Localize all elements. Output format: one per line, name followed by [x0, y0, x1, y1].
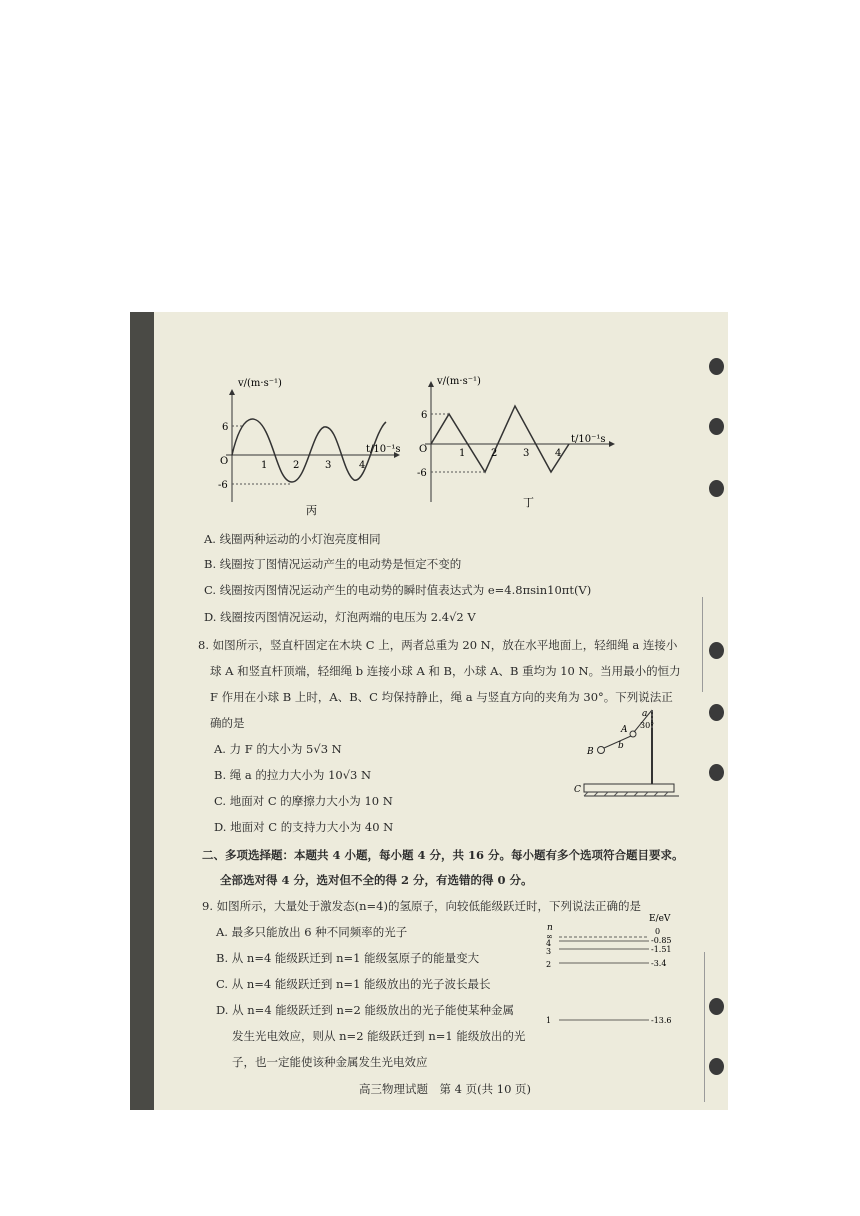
exam-page	[154, 312, 728, 1110]
q8-option-d: D. 地面对 C 的支持力大小为 40 N	[214, 820, 394, 834]
q9-option-a: A. 最多只能放出 6 种不同频率的光子	[216, 925, 408, 939]
binder-hole	[709, 642, 724, 659]
level-energy: 0	[655, 927, 661, 936]
margin-line	[702, 597, 703, 692]
q8-option-c: C. 地面对 C 的摩擦力大小为 10 N	[214, 794, 393, 808]
origin-label: O	[419, 444, 428, 455]
graph-bing	[214, 372, 404, 522]
y-axis-label: v/(m·s⁻¹)	[238, 378, 282, 389]
x-tick: 2	[491, 448, 498, 459]
graph-caption: 丙	[306, 504, 317, 517]
scanned-photo	[130, 312, 728, 1110]
q8-stem-line: 确的是	[210, 716, 245, 730]
binder-hole	[709, 358, 724, 375]
x-tick: 4	[359, 460, 366, 471]
q8-stem-line: 球 A 和竖直杆顶端，轻细绳 b 连接小球 A 和 B，小球 A、B 重均为 10 N。当用最小的恒力	[210, 664, 681, 678]
origin-label: O	[220, 456, 229, 467]
rope-a-label: a	[642, 709, 648, 719]
margin-line	[704, 952, 705, 1102]
y-tick: 6	[222, 422, 229, 433]
q9-option-c: C. 从 n=4 能级跃迁到 n=1 能级放出的光子波长最长	[216, 977, 491, 991]
level-n: 2	[546, 960, 552, 969]
binder-hole	[709, 480, 724, 497]
sine-curve	[232, 419, 386, 482]
q7-option-d: D. 线圈按丙图情况运动，灯泡两端的电压为 2.4√2 V	[204, 610, 476, 624]
binder-hole	[709, 704, 724, 721]
y-tick: 6	[421, 410, 428, 421]
x-tick: 3	[523, 448, 530, 459]
graph-caption: 丁	[523, 496, 534, 509]
page-footer: 高三物理试题 第 4 页(共 10 页)	[359, 1082, 532, 1096]
ball-b-label: B	[587, 747, 594, 757]
x-axis-label: t/10⁻¹s	[571, 434, 606, 445]
level-n: 3	[546, 947, 552, 956]
q9-option-d: D. 从 n=4 能级跃迁到 n=2 能级放出的光子能使某种金属	[216, 1003, 514, 1017]
level-n: 1	[546, 1016, 552, 1025]
q8-option-a: A. 力 F 的大小为 5√3 N	[214, 742, 342, 756]
level-energy: -13.6	[651, 1016, 672, 1025]
level-energy: -0.85	[651, 936, 672, 945]
y-axis-label: v/(m·s⁻¹)	[437, 376, 481, 387]
level-energy: -1.51	[651, 945, 672, 954]
ball-a-label: A	[621, 725, 628, 735]
x-tick: 4	[555, 448, 562, 459]
level-n: 4	[546, 939, 552, 948]
n-header: n	[547, 923, 553, 933]
q9-option-d-cont: 子，也一定能使该种金属发生光电效应	[232, 1055, 428, 1069]
q8-option-b: B. 绳 a 的拉力大小为 10√3 N	[214, 768, 372, 782]
q9-stem: 9. 如图所示，大量处于激发态(n=4)的氢原子，向较低能级跃迁时，下列说法正确的是	[202, 899, 641, 913]
section2-heading-cont: 全部选对得 4 分，选对但不全的得 2 分，有选错的得 0 分。	[220, 873, 533, 887]
q8-stem-line: 8. 如图所示，竖直杆固定在木块 C 上，两者总重为 20 N，放在水平地面上，轻细绳 a 连接小	[198, 638, 678, 652]
energy-header: E/eV	[649, 914, 671, 924]
x-tick: 1	[261, 460, 268, 471]
q8-pole-figure	[544, 702, 694, 802]
binder-hole	[709, 418, 724, 435]
q7-option-c: C. 线圈按丙图情况运动产生的电动势的瞬时值表达式为 e=4.8πsin10πt(V)	[204, 583, 592, 597]
x-tick: 2	[293, 460, 300, 471]
energy-level-diagram	[539, 912, 694, 1032]
level-n: ∞	[546, 932, 553, 941]
block-c-label: C	[574, 785, 581, 795]
binder-hole	[709, 998, 724, 1015]
x-axis-label: t/10⁻¹s	[366, 444, 401, 455]
graph-ding	[409, 372, 619, 522]
rope-b-label: b	[618, 741, 624, 751]
y-tick: -6	[417, 468, 427, 479]
x-tick: 3	[325, 460, 332, 471]
q8-stem-line: F 作用在小球 B 上时，A、B、C 均保持静止，绳 a 与竖直方向的夹角为 30°。下列说法正	[210, 690, 673, 704]
q7-option-b: B. 线圈按丁图情况运动产生的电动势是恒定不变的	[204, 557, 462, 571]
q7-option-a: A. 线圈两种运动的小灯泡亮度相同	[204, 532, 381, 546]
q9-option-b: B. 从 n=4 能级跃迁到 n=1 能级氢原子的能量变大	[216, 951, 480, 965]
x-tick: 1	[459, 448, 466, 459]
section2-heading: 二、多项选择题：本题共 4 小题，每小题 4 分，共 16 分。每小题有多个选项符合题目要求。	[202, 848, 684, 862]
binder-hole	[709, 764, 724, 781]
binder-hole	[709, 1058, 724, 1075]
angle-label: 30°	[640, 721, 655, 730]
photo-dark-edge	[130, 312, 154, 1110]
level-energy: -3.4	[651, 959, 667, 968]
y-tick: -6	[218, 480, 228, 491]
triangle-wave	[431, 406, 569, 472]
q9-option-d-cont: 发生光电效应，则从 n=2 能级跃迁到 n=1 能级放出的光	[232, 1029, 526, 1043]
